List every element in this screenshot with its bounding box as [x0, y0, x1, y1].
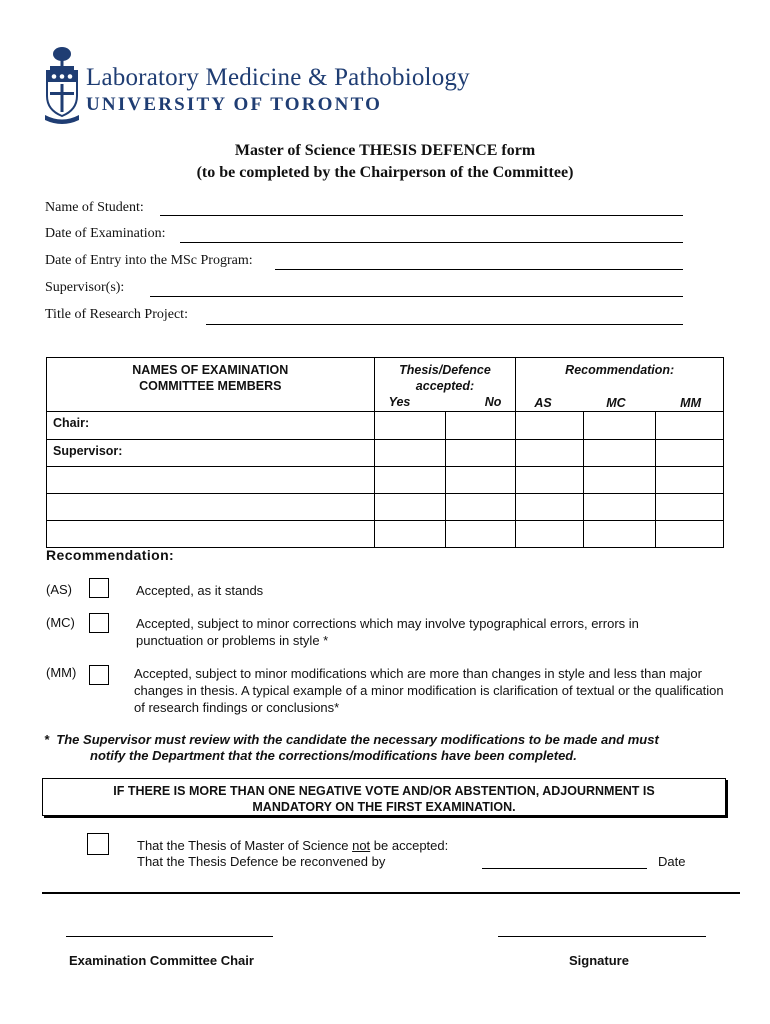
- mm-code: (MM): [46, 665, 77, 680]
- as-description: Accepted, as it stands: [136, 583, 264, 598]
- mc-code: (MC): [46, 615, 75, 630]
- table-cell[interactable]: [656, 467, 724, 494]
- supervisors-line[interactable]: [150, 296, 683, 297]
- note-line2: notify the Department that the corrections/modifications have been completed.: [90, 748, 577, 763]
- recommendation-header-text: Recommendation:: [565, 363, 675, 377]
- as-checkbox[interactable]: [89, 578, 109, 598]
- thesis-accepted-header: [374, 358, 516, 412]
- names-column-header: [47, 358, 375, 412]
- not-accepted-text-pre: That the Thesis of Master of Science: [137, 838, 353, 853]
- as-code: (AS): [46, 582, 72, 597]
- table-cell[interactable]: [374, 412, 446, 440]
- table-cell[interactable]: [374, 494, 446, 521]
- chair-signature-line[interactable]: [66, 936, 273, 937]
- names-column-header-text: NAMES OF EXAMINATION COMMITTEE MEMBERS: [132, 363, 289, 393]
- not-accepted-line1: [137, 838, 448, 853]
- university-name: UNIVERSITY OF TORONTO: [86, 94, 383, 115]
- table-cell[interactable]: [516, 412, 584, 440]
- table-cell[interactable]: [47, 467, 375, 494]
- mc-description: Accepted, subject to minor corrections which may involve typographical errors, errors in punctuation or problems in style *: [136, 616, 639, 648]
- table-cell[interactable]: [47, 494, 375, 521]
- table-cell[interactable]: [374, 467, 446, 494]
- table-cell[interactable]: [446, 440, 516, 467]
- mm-checkbox[interactable]: [89, 665, 109, 685]
- mc-checkbox[interactable]: [89, 613, 109, 633]
- reconvene-date-label: Date: [658, 854, 686, 869]
- table-cell[interactable]: [516, 494, 584, 521]
- not-accepted-text-post: be accepted:: [370, 838, 449, 853]
- signature-line[interactable]: [498, 936, 706, 937]
- table-cell[interactable]: [374, 440, 446, 467]
- form-title: Master of Science THESIS DEFENCE form: [234, 142, 536, 159]
- table-cell[interactable]: [47, 521, 375, 548]
- no-column-header: No: [484, 395, 502, 409]
- mm-description: Accepted, subject to minor modifications which are more than changes in style and less than major changes in thesis. A typical example of a minor modification is clarification of textual or the qualification of research findings or conclusions*: [134, 666, 724, 715]
- table-cell[interactable]: [446, 467, 516, 494]
- table-cell[interactable]: [446, 521, 516, 548]
- supervisors-label: Supervisor(s):: [45, 280, 125, 295]
- department-name: Laboratory Medicine & Pathobiology: [86, 64, 470, 91]
- not-accepted-checkbox[interactable]: [87, 833, 109, 855]
- signature-label: Signature: [569, 953, 629, 968]
- table-cell[interactable]: [584, 440, 656, 467]
- table-row: [47, 467, 724, 494]
- mm-column-header: MM: [680, 396, 701, 410]
- table-cell[interactable]: [516, 440, 584, 467]
- not-accepted-text-not: not: [352, 838, 371, 853]
- table-cell[interactable]: [516, 467, 584, 494]
- student-name-label: Name of Student:: [45, 200, 144, 215]
- reconvene-date-line[interactable]: [482, 868, 647, 869]
- table-cell[interactable]: [656, 494, 724, 521]
- table-row: [47, 440, 724, 467]
- mc-column-header: MC: [606, 396, 626, 410]
- university-crest-logo: [44, 46, 80, 124]
- table-cell[interactable]: [656, 412, 724, 440]
- supervisor-note: [44, 732, 724, 764]
- chair-row-label: Chair:: [47, 412, 375, 440]
- table-cell[interactable]: [374, 521, 446, 548]
- reconvene-label: That the Thesis Defence be reconvened by: [137, 854, 386, 869]
- note-asterisk: *: [44, 732, 50, 747]
- as-column-header: AS: [534, 396, 552, 410]
- table-cell[interactable]: [656, 521, 724, 548]
- warning-line1: IF THERE IS MORE THAN ONE NEGATIVE VOTE AND/OR ABSTENTION, ADJOURNMENT IS: [113, 784, 655, 798]
- note-line1: The Supervisor must review with the candidate the necessary modifications to be made and must: [56, 732, 659, 747]
- form-subtitle: (to be completed by the Chairperson of the Committee): [196, 164, 574, 181]
- recommendation-title: Recommendation:: [46, 547, 175, 563]
- table-cell[interactable]: [516, 521, 584, 548]
- table-cell[interactable]: [446, 494, 516, 521]
- table-cell[interactable]: [584, 412, 656, 440]
- adjournment-warning: [42, 778, 726, 816]
- table-cell[interactable]: [656, 440, 724, 467]
- entry-date-label: Date of Entry into the MSc Program:: [45, 253, 253, 268]
- recommendation-header: [516, 358, 724, 412]
- table-cell[interactable]: [584, 521, 656, 548]
- yes-column-header: Yes: [388, 395, 411, 409]
- table-cell[interactable]: [446, 412, 516, 440]
- entry-date-line[interactable]: [275, 269, 683, 270]
- thesis-accepted-header-text: Thesis/Defence accepted:: [399, 363, 491, 393]
- table-row: [47, 412, 724, 440]
- supervisor-row-label: Supervisor:: [47, 440, 375, 467]
- project-title-label: Title of Research Project:: [45, 307, 188, 322]
- table-cell[interactable]: [584, 494, 656, 521]
- section-divider: [42, 892, 740, 894]
- student-name-line[interactable]: [160, 215, 683, 216]
- table-cell[interactable]: [584, 467, 656, 494]
- exam-date-line[interactable]: [180, 242, 683, 243]
- exam-date-label: Date of Examination:: [45, 226, 166, 241]
- warning-line2: MANDATORY ON THE FIRST EXAMINATION.: [252, 800, 516, 814]
- chair-signature-label: Examination Committee Chair: [69, 953, 254, 968]
- committee-table: [46, 357, 724, 548]
- table-row: [47, 494, 724, 521]
- table-row: [47, 521, 724, 548]
- project-title-line[interactable]: [206, 324, 683, 325]
